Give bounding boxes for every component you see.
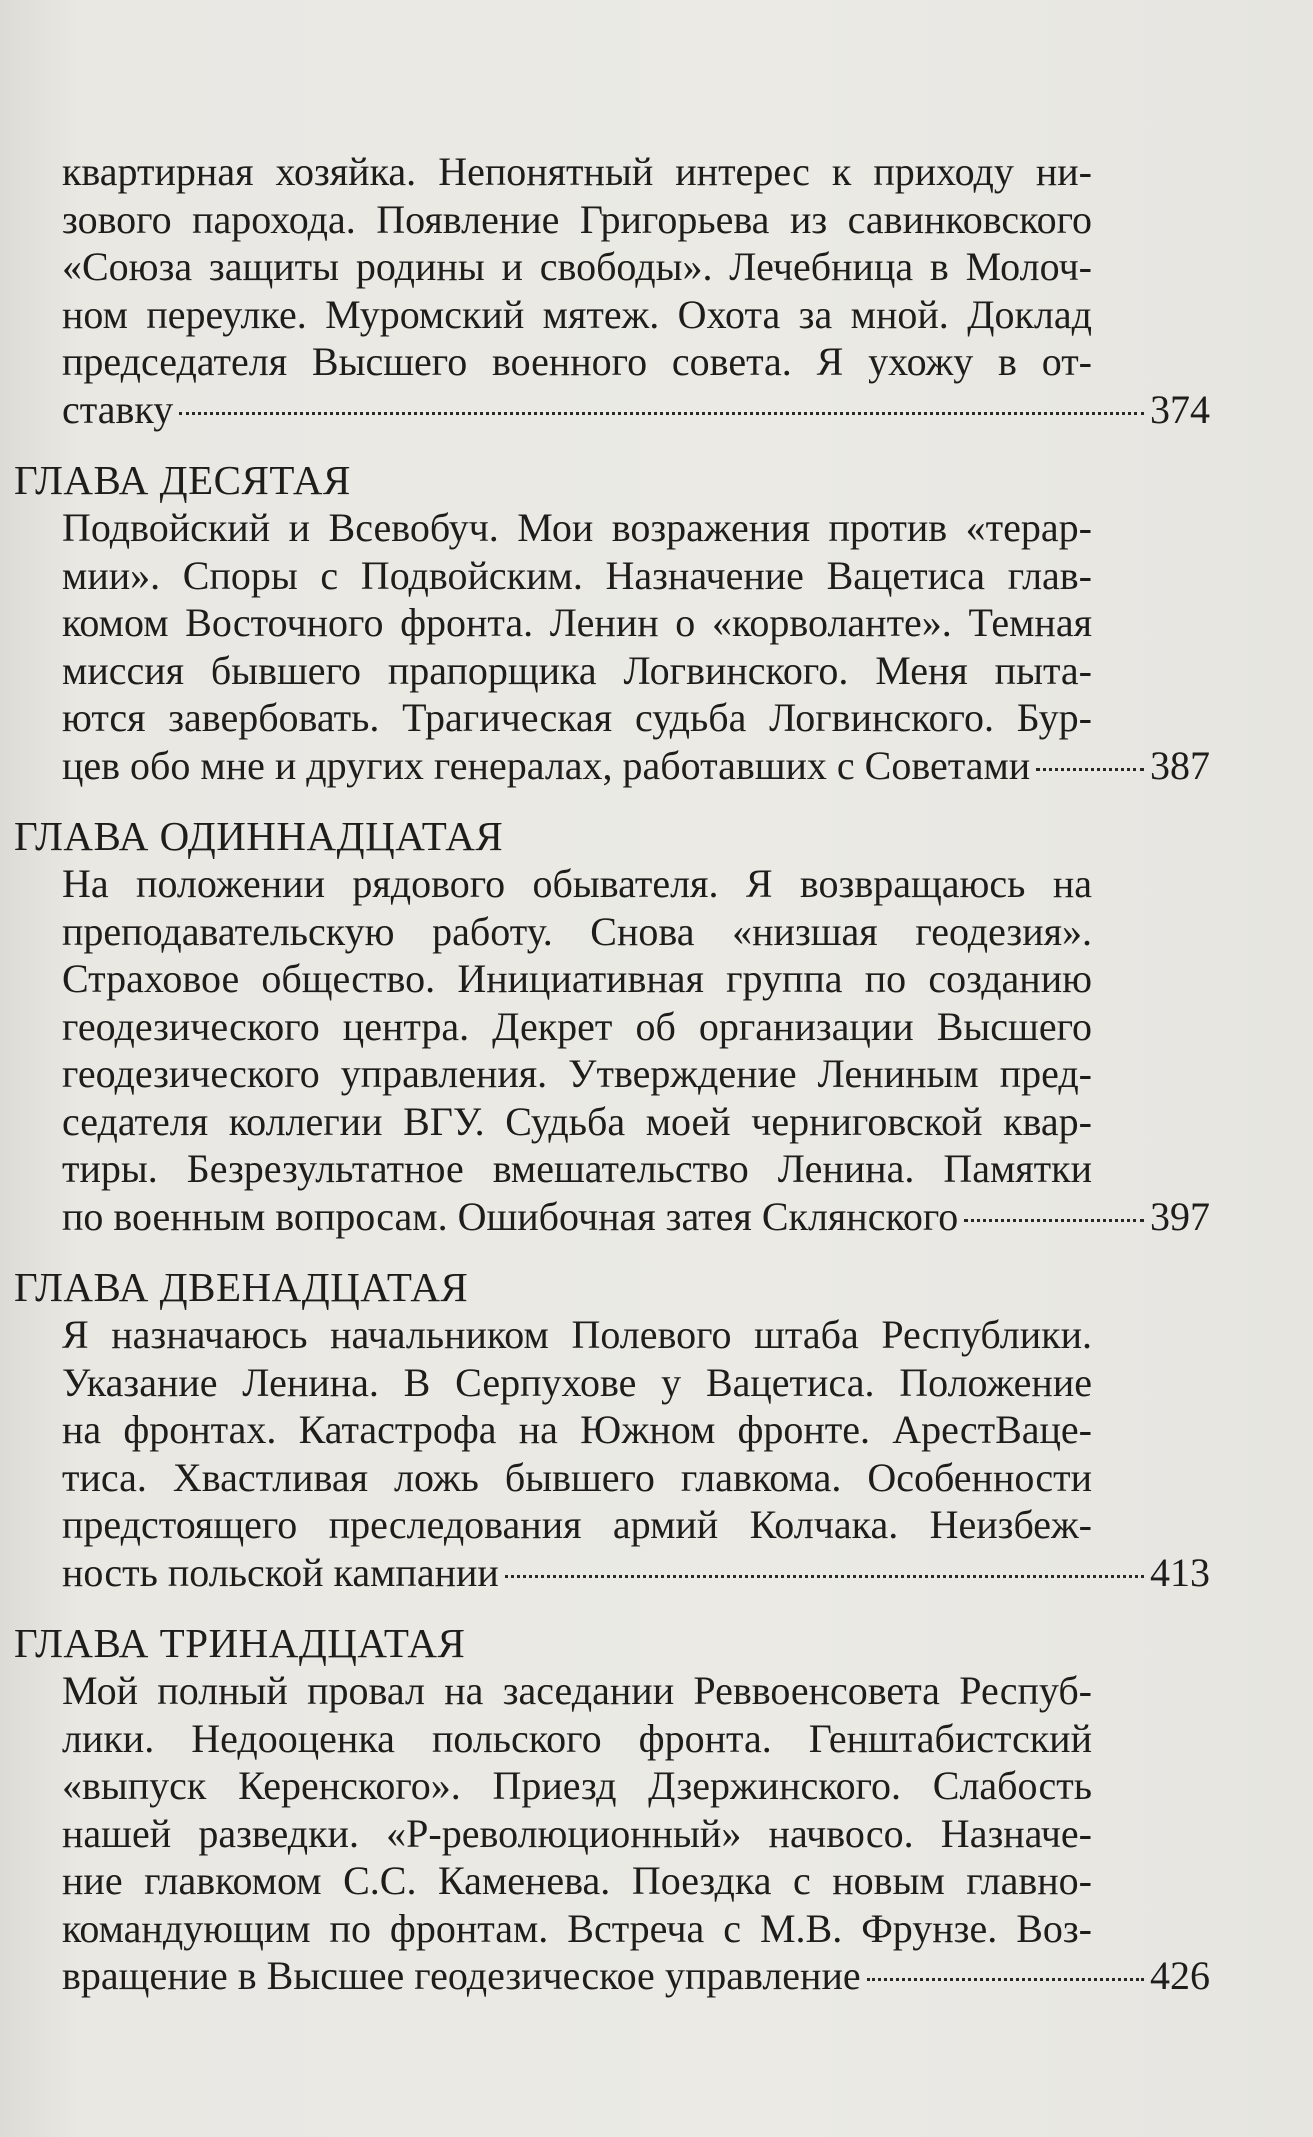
toc-text-line: нашей разведки. «Р-революционный» начвосо. Назначе- bbox=[62, 1810, 1092, 1856]
toc-text-line: Подвойский и Всевобуч. Мои возражения против «терар- bbox=[62, 505, 1092, 550]
toc-text-line-end: цев обо мне и других генералах, работавших с Советами bbox=[62, 742, 1031, 788]
toc-text-line: мии». Споры с Подвойским. Назначение Вацетиса глав- bbox=[62, 552, 1092, 598]
toc-text-line: лики. Недооценка польского фронта. Генштабистский bbox=[62, 1715, 1092, 1761]
toc-text-line-end: ставку bbox=[62, 386, 174, 432]
page-number: 397 bbox=[1150, 1193, 1210, 1239]
toc-text-line: тиса. Хвастливая ложь бывшего главкома. Особенности bbox=[62, 1454, 1092, 1500]
chapter-title: ГЛАВА ДЕСЯТАЯ bbox=[14, 457, 351, 503]
toc-text-line: геодезического управления. Утверждение Лениным пред- bbox=[62, 1051, 1092, 1096]
toc-text-line-end: по военным вопросам. Ошибочная затея Склянского bbox=[62, 1193, 959, 1239]
toc-text-line bbox=[62, 1549, 1210, 1597]
toc-entry bbox=[0, 813, 1313, 1240]
toc-text-line: председателя Высшего военного совета. Я ухожу в от- bbox=[62, 339, 1092, 384]
toc-text-line: тиры. Безрезультатное вмешательство Ленина. Памятки bbox=[62, 1146, 1092, 1191]
toc-entry bbox=[0, 457, 1313, 789]
toc-text-line: седателя коллегии ВГУ. Судьба моей черниговской квар- bbox=[62, 1098, 1092, 1144]
page-number: 426 bbox=[1150, 1953, 1210, 1998]
toc-text-line: На положении рядового обывателя. Я возвращаюсь на bbox=[62, 861, 1092, 906]
toc-text-line: квартирная хозяйка. Непонятный интерес к приходу ни- bbox=[62, 149, 1092, 194]
page-number: 413 bbox=[1150, 1549, 1210, 1595]
toc-text-line: предстоящего преследования армий Колчака. Неизбеж- bbox=[62, 1502, 1092, 1547]
dot-leader bbox=[505, 1575, 1144, 1578]
dot-leader bbox=[179, 412, 1144, 415]
toc-text-line: Я назначаюсь начальником Полевого штаба Республики. bbox=[62, 1312, 1092, 1357]
toc-text-line: Мой полный провал на заседании Реввоенсовета Респуб- bbox=[62, 1668, 1092, 1713]
toc-text-line: комом Восточного фронта. Ленин о «корволанте». Темная bbox=[62, 600, 1092, 645]
toc-entry bbox=[0, 148, 1313, 433]
page-number: 387 bbox=[1150, 742, 1210, 788]
toc-text-line: «выпуск Керенского». Приезд Дзержинского. Слабость bbox=[62, 1763, 1092, 1808]
toc-text-line bbox=[62, 386, 1210, 434]
table-of-contents bbox=[0, 148, 1313, 2024]
toc-text-line: преподавательскую работу. Снова «низшая геодезия». bbox=[62, 908, 1092, 954]
toc-text-line: Указание Ленина. В Серпухове у Вацетиса. Положение bbox=[62, 1359, 1092, 1405]
chapter-title: ГЛАВА ТРИНАДЦАТАЯ bbox=[14, 1620, 466, 1666]
toc-text-line-end: вращение в Высшее геодезическое управление bbox=[62, 1953, 861, 1998]
toc-text-line: зового парохода. Появление Григорьева из савинковского bbox=[62, 196, 1092, 242]
dot-leader bbox=[964, 1219, 1144, 1222]
toc-text-line: на фронтах. Катастрофа на Южном фронте. АрестВаце- bbox=[62, 1407, 1092, 1452]
page-number: 374 bbox=[1150, 386, 1210, 432]
toc-text-line: ном переулке. Муромский мятеж. Охота за мной. Доклад bbox=[62, 291, 1092, 337]
toc-text-line: миссия бывшего прапорщика Логвинского. Меня пыта- bbox=[62, 647, 1092, 693]
dot-leader bbox=[867, 1978, 1144, 1981]
toc-text-line: ние главкомом С.С. Каменева. Поездка с новым главно- bbox=[62, 1858, 1092, 1903]
toc-text-line-end: ность польской кампании bbox=[62, 1549, 499, 1595]
toc-text-line: командующим по фронтам. Встреча с М.В. Фрунзе. Воз- bbox=[62, 1905, 1092, 1951]
chapter-title: ГЛАВА ОДИННАДЦАТАЯ bbox=[14, 813, 504, 859]
toc-text-line bbox=[62, 742, 1210, 790]
toc-text-line bbox=[62, 1193, 1210, 1241]
toc-entry bbox=[0, 1620, 1313, 2000]
dot-leader bbox=[1036, 768, 1144, 771]
toc-text-line: геодезического центра. Декрет об организации Высшего bbox=[62, 1003, 1092, 1049]
toc-entry bbox=[0, 1264, 1313, 1596]
toc-text-line bbox=[62, 1952, 1210, 2000]
toc-text-line: ются завербовать. Трагическая судьба Логвинского. Бур- bbox=[62, 695, 1092, 740]
chapter-title: ГЛАВА ДВЕНАДЦАТАЯ bbox=[14, 1264, 469, 1310]
toc-text-line: «Союза защиты родины и свободы». Лечебница в Молоч- bbox=[62, 244, 1092, 289]
toc-text-line: Страховое общество. Инициативная группа по созданию bbox=[62, 956, 1092, 1001]
